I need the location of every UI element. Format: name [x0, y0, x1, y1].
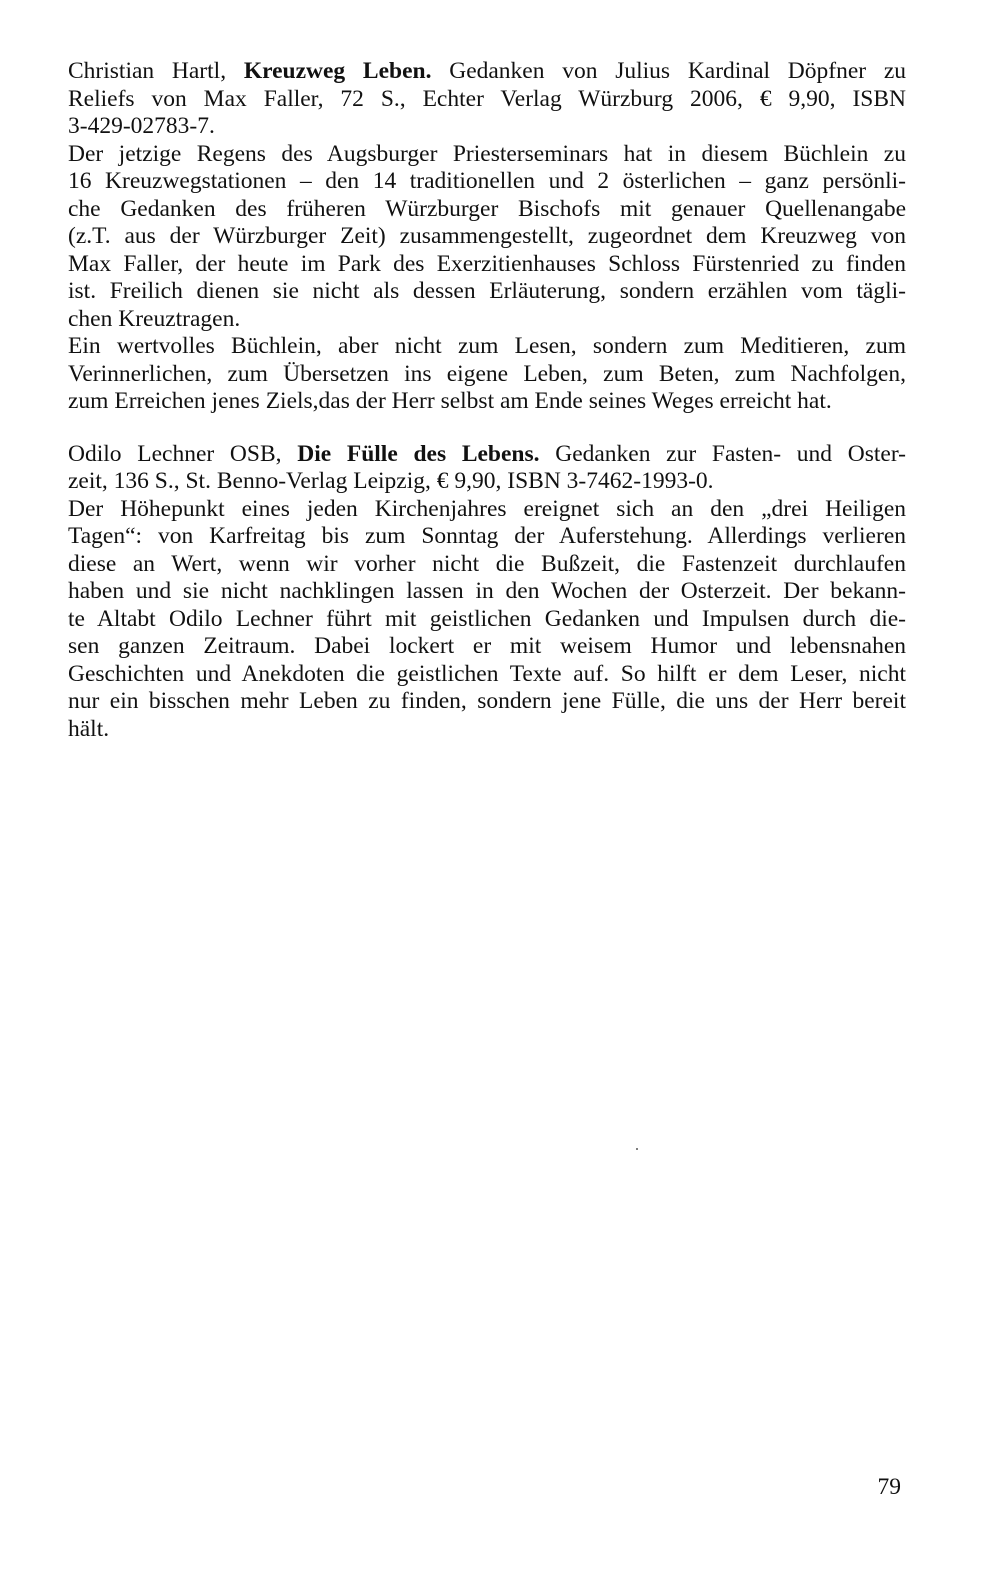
text-run: Der jetzige Regens des Augsburger Priesterseminars hat in diesem Büchlein zu: [68, 140, 906, 167]
text-run: 3-429-02783-7.: [68, 113, 215, 139]
text-run: sen ganzen Zeitraum. Dabei lockert er mit weisem Humor und lebensnahen: [68, 633, 906, 659]
text-line: [68, 551, 906, 579]
text-run: Max Faller, der heute im Park des Exerzitienhauses Schloss Fürstenried zu finden: [68, 250, 906, 277]
text-run: Ein wertvolles Büchlein, aber nicht zum Lesen, sondern zum Meditieren, zum: [68, 333, 906, 359]
print-speck: [636, 1148, 638, 1150]
text-run: Gedanken von Julius Kardinal Döpfner zu: [431, 58, 906, 84]
text-line: [68, 523, 906, 551]
text-line: [68, 661, 906, 689]
text-run: Odilo Lechner OSB,: [68, 440, 298, 467]
text-line: [68, 441, 906, 469]
text-run: haben und sie nicht nachklingen lassen in den Wochen der Osterzeit. Der bekann-: [68, 578, 906, 604]
text-run: chen Kreuztragen.: [68, 305, 241, 332]
text-run: zum Erreichen jenes Ziels,das der Herr selbst am Ende seines Weges erreicht hat.: [68, 388, 832, 414]
text-line: [68, 141, 906, 169]
text-line: [68, 361, 906, 389]
text-line: [68, 606, 906, 634]
text-line: [68, 633, 906, 661]
review-entry: [68, 58, 906, 416]
text-line: [68, 496, 906, 524]
text-line: [68, 278, 906, 306]
text-run: Verinnerlichen, zum Übersetzen ins eigene Leben, zum Beten, zum Nachfolgen,: [68, 360, 906, 387]
text-line: [68, 86, 906, 114]
text-line: [68, 333, 906, 361]
text-line: [68, 168, 906, 196]
text-run: ist. Freilich dienen sie nicht als dessen Erläuterung, sondern erzählen vom tägli-: [68, 278, 906, 304]
text-line: [68, 113, 906, 141]
text-run: hält.: [68, 715, 110, 742]
text-run: zeit, 136 S., St. Benno-Verlag Leipzig, € 9,90, ISBN 3-7462-1993-0.: [68, 468, 714, 494]
text-line: [68, 716, 906, 744]
text-line: [68, 388, 906, 416]
text-line: [68, 306, 906, 334]
text-run: (z.T. aus der Würzburger Zeit) zusammengestellt, zugeordnet dem Kreuzweg von: [68, 223, 906, 249]
text-run: nur ein bisschen mehr Leben zu finden, sondern jene Fülle, die uns der Herr bereit: [68, 688, 906, 714]
text-run: Gedanken zur Fasten- und Oster-: [539, 440, 906, 467]
text-line: [68, 223, 906, 251]
text-run: diese an Wert, wenn wir vorher nicht die Bußzeit, die Fastenzeit durchlaufen: [68, 550, 906, 577]
text-line: [68, 251, 906, 279]
text-run: Geschichten und Anekdoten die geistlichen Texte auf. So hilft er dem Leser, nicht: [68, 660, 906, 687]
text-line: [68, 688, 906, 716]
text-line: [68, 58, 906, 86]
review-entry: [68, 441, 906, 744]
text-run: che Gedanken des früheren Würzburger Bischofs mit genauer Quellenangabe: [68, 195, 906, 222]
text-run: Der Höhepunkt eines jeden Kirchenjahres ereignet sich an den „drei Heiligen: [68, 495, 906, 522]
book-title: Die Fülle des Lebens.: [297, 440, 540, 467]
text-run: 16 Kreuzwegstationen – den 14 traditionellen und 2 österlichen – ganz persönli-: [68, 168, 906, 194]
text-line: [68, 468, 906, 496]
page-number: 79: [877, 1474, 901, 1500]
text-run: te Altabt Odilo Lechner führt mit geistlichen Gedanken und Impulsen durch die-: [68, 605, 906, 632]
text-run: Tagen“: von Karfreitag bis zum Sonntag der Auferstehung. Allerdings verlieren: [68, 523, 906, 549]
book-title: Kreuzweg Leben.: [243, 58, 432, 84]
page-body: [68, 58, 906, 768]
text-line: [68, 196, 906, 224]
text-line: [68, 578, 906, 606]
text-run: Christian Hartl,: [68, 58, 244, 84]
text-run: Reliefs von Max Faller, 72 S., Echter Verlag Würzburg 2006, € 9,90, ISBN: [68, 85, 906, 112]
